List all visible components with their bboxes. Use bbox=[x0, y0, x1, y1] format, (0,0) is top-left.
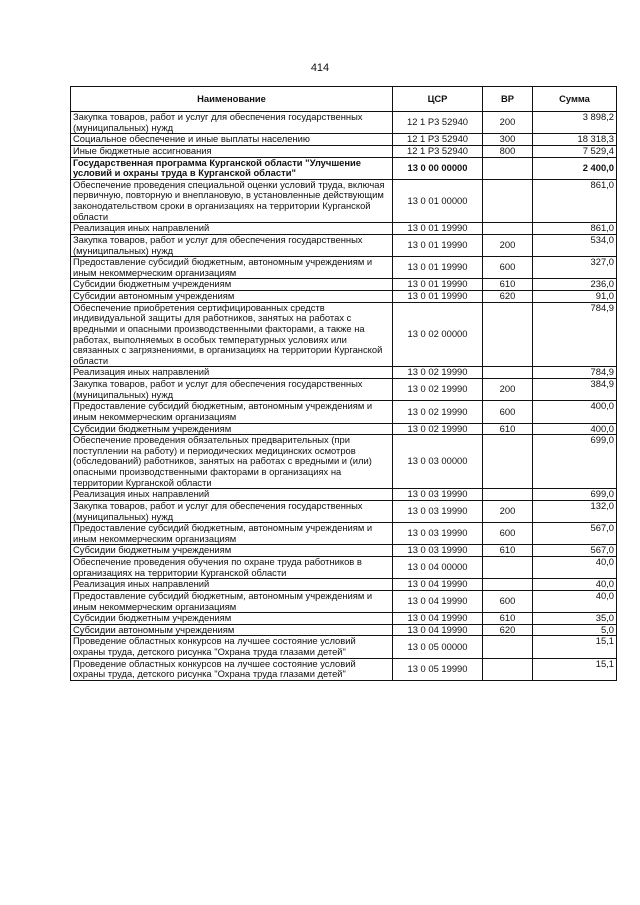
cell-name: Обеспечение приобретения сертифицированных средств индивидуальной защиты для работников, занятых на работах с вредными и опасными производственными факторами, а также на работах, выполняемых в особых температурных условиях или связанных с загрязнениями, в организациях на территории Курганской области bbox=[71, 302, 393, 367]
table-header-row bbox=[71, 87, 617, 112]
cell-vr: 600 bbox=[483, 523, 533, 545]
table-row bbox=[71, 279, 617, 291]
cell-name: Обеспечение проведения обучения по охране труда работников в организациях на территории Курганской области bbox=[71, 557, 393, 579]
cell-vr: 200 bbox=[483, 234, 533, 256]
cell-csr: 13 0 04 00000 bbox=[393, 557, 483, 579]
table-row bbox=[71, 401, 617, 423]
cell-vr: 300 bbox=[483, 134, 533, 146]
cell-name: Обеспечение проведения специальной оценки условий труда, включая первичную, повторную и внеплановую, в установленные действующим законодательством сроки в организациях на территории Курганской области bbox=[71, 179, 393, 223]
cell-sum: 5,0 bbox=[533, 624, 617, 636]
cell-vr: 600 bbox=[483, 257, 533, 279]
header-csr: ЦСР bbox=[393, 87, 483, 112]
cell-csr: 13 0 01 00000 bbox=[393, 179, 483, 223]
cell-sum: 567,0 bbox=[533, 545, 617, 557]
cell-sum: 861,0 bbox=[533, 179, 617, 223]
cell-sum: 40,0 bbox=[533, 590, 617, 612]
cell-vr: 620 bbox=[483, 624, 533, 636]
cell-sum: 18 318,3 bbox=[533, 134, 617, 146]
cell-name: Предоставление субсидий бюджетным, автономным учреждениям и иным некоммерческим организациям bbox=[71, 590, 393, 612]
table-row bbox=[71, 157, 617, 179]
cell-csr: 13 0 02 19990 bbox=[393, 423, 483, 435]
cell-vr: 620 bbox=[483, 291, 533, 303]
header-vr: ВР bbox=[483, 87, 533, 112]
cell-name: Субсидии автономным учреждениям bbox=[71, 624, 393, 636]
cell-vr: 610 bbox=[483, 423, 533, 435]
cell-vr: 600 bbox=[483, 401, 533, 423]
cell-csr: 13 0 04 19990 bbox=[393, 579, 483, 591]
cell-csr: 13 0 01 19990 bbox=[393, 291, 483, 303]
header-name: Наименование bbox=[71, 87, 393, 112]
cell-name: Предоставление субсидий бюджетным, автономным учреждениям и иным некоммерческим организациям bbox=[71, 523, 393, 545]
cell-name: Предоставление субсидий бюджетным, автономным учреждениям и иным некоммерческим организациям bbox=[71, 257, 393, 279]
cell-vr: 200 bbox=[483, 379, 533, 401]
header-sum: Сумма bbox=[533, 87, 617, 112]
budget-table bbox=[70, 86, 617, 681]
cell-name: Закупка товаров, работ и услуг для обеспечения государственных (муниципальных) нужд bbox=[71, 234, 393, 256]
cell-vr: 200 bbox=[483, 500, 533, 522]
cell-csr: 13 0 03 19990 bbox=[393, 545, 483, 557]
cell-csr: 13 0 02 00000 bbox=[393, 302, 483, 367]
cell-vr bbox=[483, 579, 533, 591]
cell-sum: 699,0 bbox=[533, 489, 617, 501]
cell-name: Предоставление субсидий бюджетным, автономным учреждениям и иным некоммерческим организациям bbox=[71, 401, 393, 423]
cell-csr: 13 0 04 19990 bbox=[393, 590, 483, 612]
cell-csr: 13 0 04 19990 bbox=[393, 613, 483, 625]
cell-csr: 12 1 Р3 52940 bbox=[393, 112, 483, 134]
cell-name: Субсидии бюджетным учреждениям bbox=[71, 279, 393, 291]
cell-csr: 13 0 04 19990 bbox=[393, 624, 483, 636]
cell-vr bbox=[483, 557, 533, 579]
cell-csr: 13 0 01 19990 bbox=[393, 257, 483, 279]
table-row bbox=[71, 145, 617, 157]
table-row bbox=[71, 613, 617, 625]
cell-csr: 13 0 00 00000 bbox=[393, 157, 483, 179]
cell-sum: 132,0 bbox=[533, 500, 617, 522]
cell-vr bbox=[483, 179, 533, 223]
table-row bbox=[71, 435, 617, 489]
cell-csr: 13 0 03 19990 bbox=[393, 523, 483, 545]
cell-csr: 13 0 02 19990 bbox=[393, 367, 483, 379]
cell-sum: 567,0 bbox=[533, 523, 617, 545]
cell-vr bbox=[483, 636, 533, 658]
table-row bbox=[71, 624, 617, 636]
cell-sum: 384,9 bbox=[533, 379, 617, 401]
cell-csr: 13 0 03 00000 bbox=[393, 435, 483, 489]
cell-name: Закупка товаров, работ и услуг для обеспечения государственных (муниципальных) нужд bbox=[71, 379, 393, 401]
cell-csr: 13 0 01 19990 bbox=[393, 279, 483, 291]
cell-sum: 15,1 bbox=[533, 658, 617, 680]
cell-sum: 784,9 bbox=[533, 367, 617, 379]
cell-name: Реализация иных направлений bbox=[71, 367, 393, 379]
cell-sum: 400,0 bbox=[533, 423, 617, 435]
table-row bbox=[71, 234, 617, 256]
cell-name: Субсидии бюджетным учреждениям bbox=[71, 423, 393, 435]
cell-name: Субсидии бюджетным учреждениям bbox=[71, 545, 393, 557]
table-row bbox=[71, 523, 617, 545]
cell-sum: 784,9 bbox=[533, 302, 617, 367]
cell-sum: 236,0 bbox=[533, 279, 617, 291]
cell-vr bbox=[483, 302, 533, 367]
table-row bbox=[71, 134, 617, 146]
cell-vr bbox=[483, 367, 533, 379]
cell-name: Реализация иных направлений bbox=[71, 489, 393, 501]
table-row bbox=[71, 636, 617, 658]
cell-vr: 200 bbox=[483, 112, 533, 134]
cell-vr bbox=[483, 223, 533, 235]
table-row bbox=[71, 302, 617, 367]
cell-vr bbox=[483, 157, 533, 179]
cell-name: Закупка товаров, работ и услуг для обеспечения государственных (муниципальных) нужд bbox=[71, 112, 393, 134]
cell-name: Закупка товаров, работ и услуг для обеспечения государственных (муниципальных) нужд bbox=[71, 500, 393, 522]
table-row bbox=[71, 423, 617, 435]
cell-name: Проведение областных конкурсов на лучшее состояние условий охраны труда, детского рисунка "Охрана труда глазами детей" bbox=[71, 658, 393, 680]
table-row bbox=[71, 291, 617, 303]
cell-sum: 35,0 bbox=[533, 613, 617, 625]
cell-sum: 15,1 bbox=[533, 636, 617, 658]
cell-vr: 610 bbox=[483, 279, 533, 291]
table-body bbox=[71, 112, 617, 681]
table-row bbox=[71, 112, 617, 134]
cell-csr: 13 0 05 19990 bbox=[393, 658, 483, 680]
cell-name: Государственная программа Курганской области "Улучшение условий и охраны труда в Курганской области" bbox=[71, 157, 393, 179]
table-row bbox=[71, 590, 617, 612]
cell-sum: 40,0 bbox=[533, 557, 617, 579]
table-row bbox=[71, 579, 617, 591]
cell-name: Субсидии бюджетным учреждениям bbox=[71, 613, 393, 625]
cell-name: Иные бюджетные ассигнования bbox=[71, 145, 393, 157]
cell-csr: 13 0 03 19990 bbox=[393, 489, 483, 501]
cell-vr bbox=[483, 489, 533, 501]
table-row bbox=[71, 179, 617, 223]
cell-name: Субсидии автономным учреждениям bbox=[71, 291, 393, 303]
cell-csr: 13 0 05 00000 bbox=[393, 636, 483, 658]
cell-vr bbox=[483, 658, 533, 680]
cell-csr: 13 0 02 19990 bbox=[393, 379, 483, 401]
cell-name: Обеспечение проведения обязательных предварительных (при поступлении на работу) и периодических медицинских осмотров (обследований) работников, занятых на работах с вредными и (или) опасными производственными факторами в организациях на территории Курганской области bbox=[71, 435, 393, 489]
cell-csr: 12 1 Р3 52940 bbox=[393, 134, 483, 146]
cell-vr: 800 bbox=[483, 145, 533, 157]
page-number: 414 bbox=[310, 62, 330, 74]
cell-sum: 534,0 bbox=[533, 234, 617, 256]
cell-sum: 2 400,0 bbox=[533, 157, 617, 179]
cell-sum: 861,0 bbox=[533, 223, 617, 235]
table-row bbox=[71, 223, 617, 235]
cell-name: Реализация иных направлений bbox=[71, 223, 393, 235]
table-row bbox=[71, 500, 617, 522]
cell-sum: 3 898,2 bbox=[533, 112, 617, 134]
cell-csr: 13 0 01 19990 bbox=[393, 234, 483, 256]
cell-name: Социальное обеспечение и иные выплаты населению bbox=[71, 134, 393, 146]
table-row bbox=[71, 379, 617, 401]
cell-csr: 13 0 01 19990 bbox=[393, 223, 483, 235]
cell-vr: 610 bbox=[483, 545, 533, 557]
cell-name: Реализация иных направлений bbox=[71, 579, 393, 591]
cell-vr: 610 bbox=[483, 613, 533, 625]
table-row bbox=[71, 489, 617, 501]
cell-name: Проведение областных конкурсов на лучшее состояние условий охраны труда, детского рисунка "Охрана труда глазами детей" bbox=[71, 636, 393, 658]
table-row bbox=[71, 257, 617, 279]
table-row bbox=[71, 545, 617, 557]
cell-csr: 13 0 02 19990 bbox=[393, 401, 483, 423]
cell-sum: 400,0 bbox=[533, 401, 617, 423]
table-row bbox=[71, 367, 617, 379]
cell-sum: 699,0 bbox=[533, 435, 617, 489]
cell-csr: 13 0 03 19990 bbox=[393, 500, 483, 522]
table-row bbox=[71, 658, 617, 680]
table-row bbox=[71, 557, 617, 579]
cell-sum: 40,0 bbox=[533, 579, 617, 591]
cell-vr bbox=[483, 435, 533, 489]
cell-sum: 7 529,4 bbox=[533, 145, 617, 157]
cell-csr: 12 1 Р3 52940 bbox=[393, 145, 483, 157]
cell-vr: 600 bbox=[483, 590, 533, 612]
cell-sum: 327,0 bbox=[533, 257, 617, 279]
cell-sum: 91,0 bbox=[533, 291, 617, 303]
